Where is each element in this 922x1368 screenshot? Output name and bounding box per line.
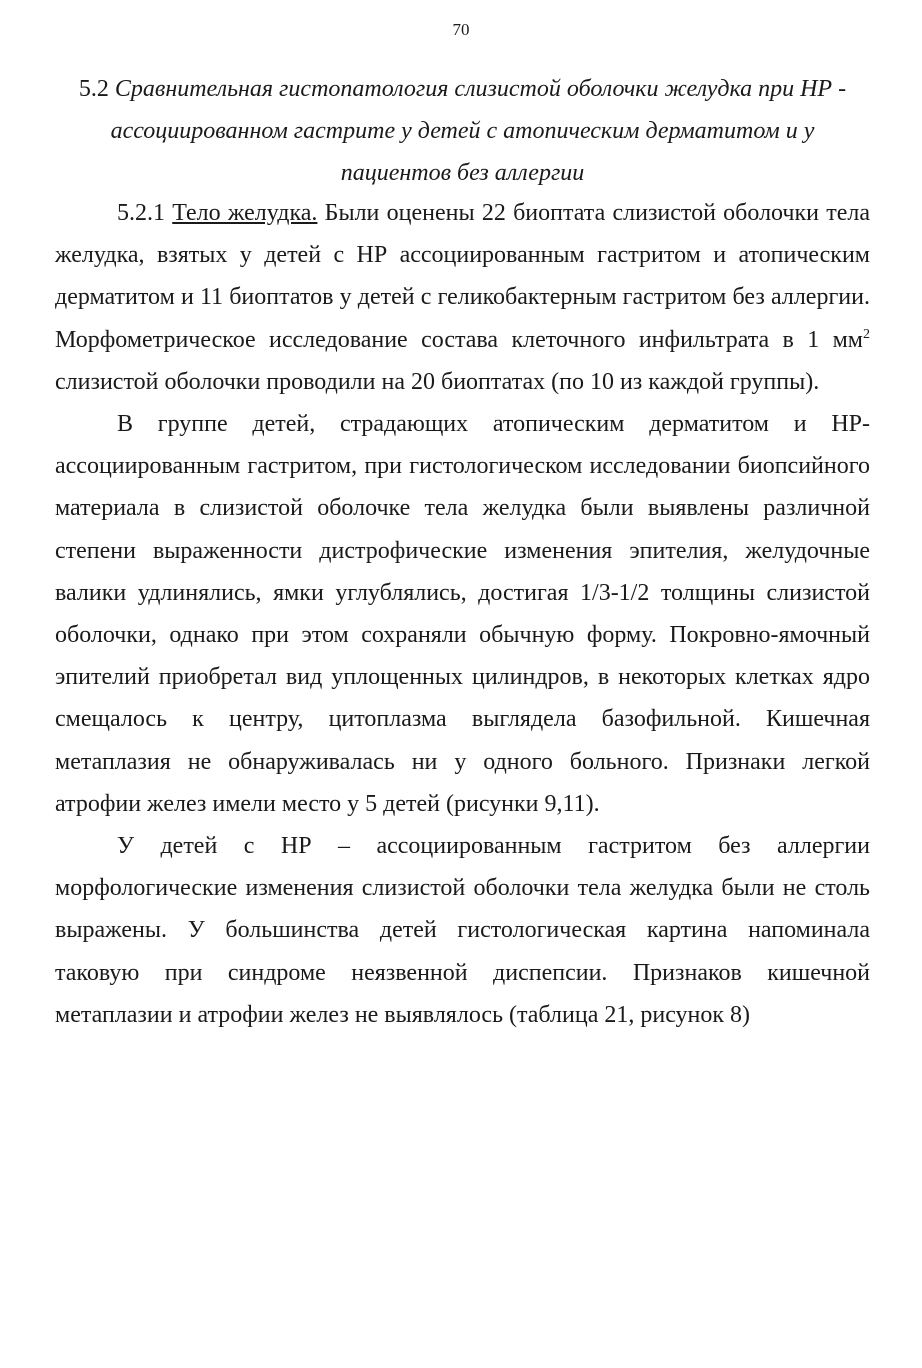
paragraph-1 (55, 192, 870, 403)
paragraph-2: В группе детей, страдающих атопическим дерматитом и НР-ассоциированным гастритом, при гистологическом исследовании биопсийного материала в слизистой оболочке тела желудка были выявлены различной степени выраженности дистрофические изменения эпителия, желудочные валики удлинялись, ямки углублялись, достигая 1/3-1/2 толщины слизистой оболочки, однако при этом сохраняли обычную форму. Покровно-ямочный эпителий приобретал вид уплощенных цилиндров, в некоторых клетках ядро смещалось к центру, цитоплазма выглядела базофильной. Кишечная метаплазия не обнаруживалась ни у одного больного. Признаки легкой атрофии желез имели место у 5 детей (рисунки 9,11). (55, 411, 870, 817)
paragraph-3: У детей с НР – ассоциированным гастритом без аллергии морфологические изменения слизистой оболочки тела желудка были не столь выражены. У большинства детей гистологическая картина напоминала таковую при синдроме неязвенной диспепсии. Признаков кишечной метаплазии и атрофии желез не выявлялось (таблица 21, рисунок 8) (55, 833, 870, 1028)
section-heading-title: Сравнительная гистопатология слизистой оболочки желудка при НР - ассоциированном гастрите у детей с атопическим дерматитом и у пациентов без аллергии (110, 76, 847, 186)
subsection-title: Тело желудка. (172, 200, 318, 226)
page-number: 70 (452, 20, 470, 39)
paragraph-1-text-a: Были оценены 22 биоптата слизистой оболочки тела желудка, взятых у детей с НР ассоциированным гастритом и атопическим дерматитом и 11 биоптатов у детей с геликобактерным гастритом без аллергии. Морфометрическое исследование состава клеточного инфильтрата в 1 мм (55, 200, 871, 353)
section-heading (55, 68, 870, 194)
superscript-2: 2 (863, 326, 870, 342)
body-text (55, 192, 870, 1036)
subsection-number: 5.2.1 (117, 200, 165, 226)
section-heading-number: 5.2 (78, 76, 109, 102)
paragraph-1-text-b: слизистой оболочки проводили на 20 биоптатах (по 10 из каждой группы). (55, 368, 820, 395)
